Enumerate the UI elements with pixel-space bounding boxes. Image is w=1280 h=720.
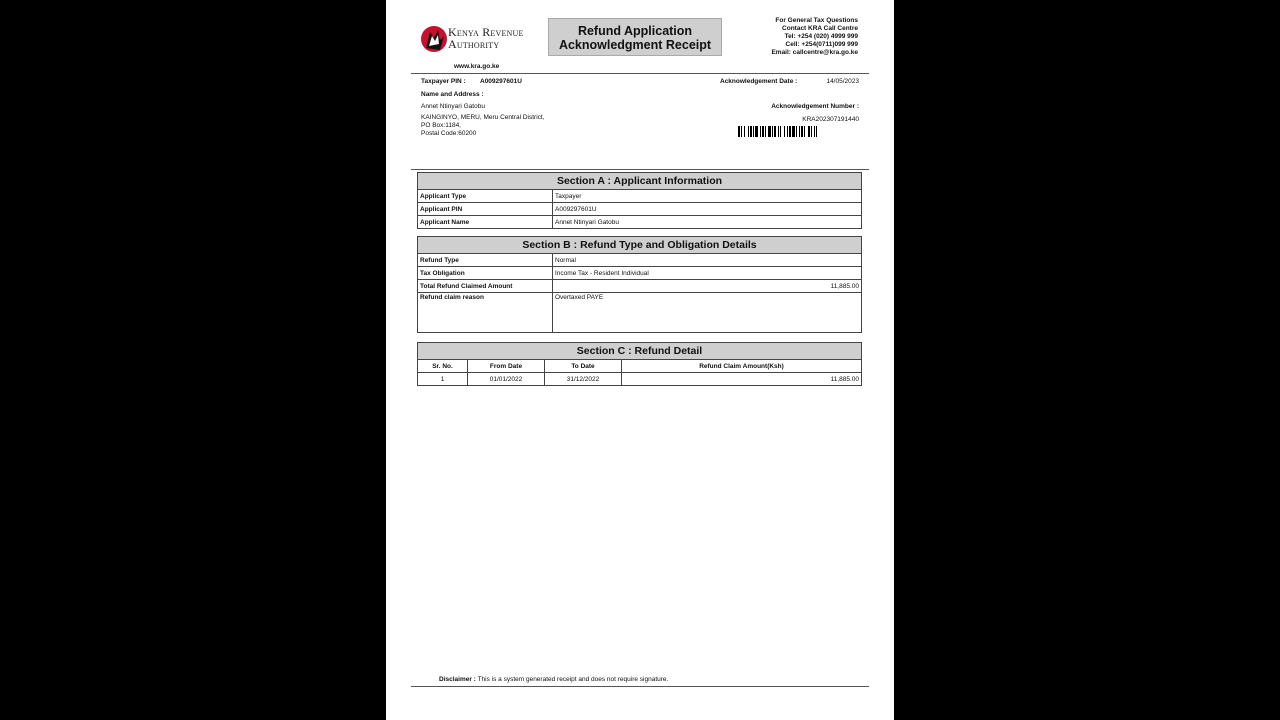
barcode-bar: [799, 126, 800, 137]
taxpayer-pin-label: Taxpayer PIN :: [421, 78, 466, 85]
tax-obligation-value: Income Tax - Resident Individual: [553, 267, 862, 280]
barcode-bar: [814, 126, 815, 137]
divider: [411, 169, 869, 170]
amount-cell: 11,885.00: [622, 373, 862, 386]
contact-line: Tel: +254 (020) 4999 999: [784, 33, 858, 40]
receipt-page: [386, 0, 894, 720]
table-row: [418, 254, 861, 267]
logo-text-line1: Kenya Revenue: [448, 25, 524, 39]
taxpayer-name: Annet Ntinyari Gatobu: [421, 103, 485, 110]
barcode-bar: [741, 126, 742, 137]
row-label: Refund Type: [418, 254, 553, 267]
column-header: Refund Claim Amount(Ksh): [622, 360, 862, 373]
barcode-bar: [792, 126, 795, 137]
barcode-bar: [774, 126, 776, 137]
column-header: Sr. No.: [418, 360, 468, 373]
table-row: [418, 203, 861, 216]
barcode-bar: [816, 126, 817, 137]
barcode: [738, 126, 856, 137]
row-label: Applicant Type: [418, 190, 553, 203]
barcode-bar: [762, 126, 764, 137]
kra-lion-icon: [420, 24, 448, 54]
barcode-bar: [750, 126, 752, 137]
barcode-bar: [808, 126, 810, 137]
disclaimer-text: This is a system generated receipt and does not require signature.: [477, 676, 669, 683]
table-row: [418, 216, 861, 229]
applicant-info-table: [418, 190, 861, 228]
section-b: [417, 236, 862, 333]
barcode-bar: [753, 126, 754, 137]
to-date-cell: 31/12/2022: [545, 373, 622, 386]
barcode-bar: [796, 126, 797, 137]
refund-type-value: Normal: [553, 254, 862, 267]
barcode-bar: [801, 126, 803, 137]
barcode-bar: [780, 126, 781, 137]
ack-date: 14/05/2023: [826, 78, 859, 85]
row-value: A009297601U: [553, 203, 862, 216]
row-label: Refund claim reason: [418, 293, 553, 333]
ack-number-label: Acknowledgement Number :: [771, 103, 859, 110]
address-line1: KAINGINYO, MERU, Meru Central District,: [421, 114, 545, 121]
barcode-bar: [811, 126, 812, 137]
barcode-bar: [778, 126, 779, 137]
kra-logo: [420, 22, 550, 58]
taxpayer-pin: A009297601U: [480, 78, 522, 85]
name-address-label: Name and Address :: [421, 91, 484, 98]
sr-no-cell: 1: [418, 373, 468, 386]
contact-line: Email: callcentre@kra.go.ke: [771, 49, 858, 56]
row-value: Annet Ntinyari Gatobu: [553, 216, 862, 229]
column-header: From Date: [468, 360, 545, 373]
refund-reason-value: Overtaxed PAYE: [553, 293, 862, 333]
table-row: [418, 190, 861, 203]
from-date-cell: 01/01/2022: [468, 373, 545, 386]
ack-number: KRA202307191440: [802, 116, 859, 123]
address-line3: Postal Code:60200: [421, 130, 477, 137]
divider: [411, 73, 869, 74]
section-a-title: Section A : Applicant Information: [418, 173, 861, 190]
section-a: [417, 172, 862, 229]
disclaimer: [439, 676, 668, 683]
row-label: Tax Obligation: [418, 267, 553, 280]
table-row: [418, 280, 861, 293]
total-amount-value: 11,885.00: [553, 280, 862, 293]
refund-detail-table: [418, 360, 861, 385]
address-line2: PO Box:1184,: [421, 122, 461, 129]
row-label: Total Refund Claimed Amount: [418, 280, 553, 293]
title-line2: Acknowledgment Receipt: [558, 38, 712, 52]
contact-line: Cell: +254(0711)099 999: [785, 41, 858, 48]
barcode-bar: [765, 126, 766, 137]
title-line1: Refund Application: [577, 24, 693, 38]
section-c: [417, 342, 862, 386]
barcode-bar: [748, 126, 749, 137]
barcode-bar: [760, 126, 761, 137]
barcode-bar: [804, 126, 805, 137]
barcode-bar: [744, 126, 745, 137]
contact-block: [728, 17, 858, 57]
barcode-bar: [789, 126, 791, 137]
logo-text-line2: Authority: [448, 37, 500, 51]
section-c-title: Section C : Refund Detail: [418, 343, 861, 360]
barcode-bar: [772, 126, 773, 137]
barcode-bar: [784, 126, 785, 137]
section-b-title: Section B : Refund Type and Obligation Details: [418, 237, 861, 254]
column-header: To Date: [545, 360, 622, 373]
table-row: [418, 373, 861, 386]
contact-line: Contact KRA Call Centre: [782, 25, 858, 32]
footer-divider: [411, 686, 869, 687]
barcode-bar: [787, 126, 788, 137]
barcode-bar: [768, 126, 771, 137]
row-label: Applicant Name: [418, 216, 553, 229]
document-title: [548, 18, 722, 56]
barcode-bar: [755, 126, 758, 137]
table-header-row: [418, 360, 861, 373]
ack-date-label: Acknowledgement Date :: [720, 78, 798, 85]
website-url[interactable]: www.kra.go.ke: [454, 63, 500, 70]
row-value: Taxpayer: [553, 190, 862, 203]
disclaimer-label: Disclaimer :: [439, 676, 476, 683]
row-label: Applicant PIN: [418, 203, 553, 216]
refund-type-table: [418, 254, 861, 332]
barcode-bar: [738, 126, 740, 137]
table-row: [418, 267, 861, 280]
contact-line: For General Tax Questions: [775, 17, 858, 24]
table-row: [418, 293, 861, 333]
